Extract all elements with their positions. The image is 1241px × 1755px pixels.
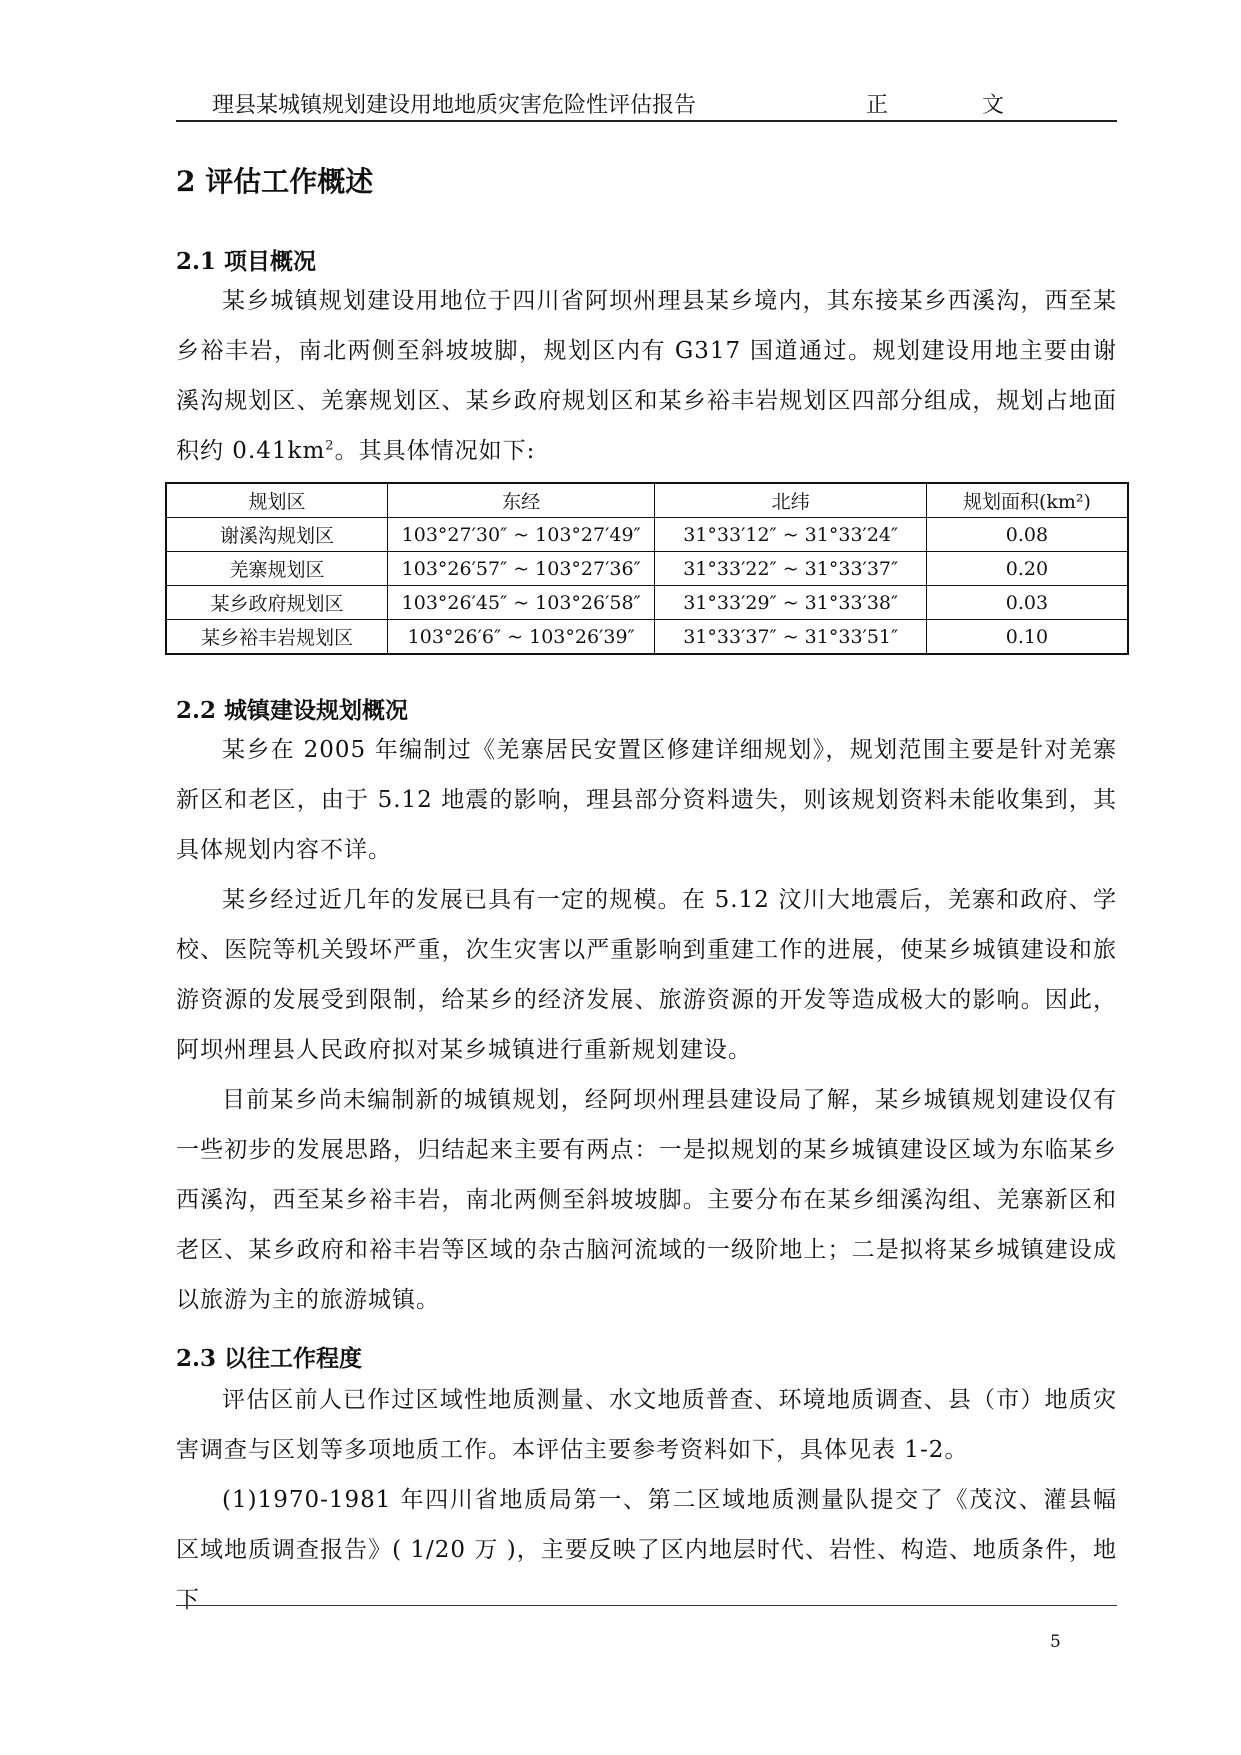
table-cell: 31°33′37″ ~ 31°33′51″ <box>655 620 926 655</box>
table-header-cell: 规划区 <box>166 483 387 518</box>
section-2-1-title: 2.1 项目概况 <box>176 248 317 275</box>
table-cell: 羌寨规划区 <box>166 552 387 586</box>
header-section-b: 文 <box>982 93 1005 118</box>
table-header-cell: 东经 <box>387 483 655 518</box>
table-cell: 103°26′45″ ~ 103°26′58″ <box>387 586 655 620</box>
section-2-2-title: 2.2 城镇建设规划概况 <box>176 697 409 724</box>
section-2-2-paragraph-2: 某乡经过近几年的发展已具有一定的规模。在 5.12 汶川大地震后，羌寨和政府、学校、医院等机关毁坏严重，次生灾害以严重影响到重建工作的进展，使某乡城镇建设和旅游资源的发展受到限制，给某乡的经济发展、旅游资源的开发等造成极大的影响。因此，阿坝州理县人民政府拟对某乡城镇进行重新规划建设。 <box>176 887 1117 1063</box>
table-header-cell: 北纬 <box>655 483 926 518</box>
section-2-2-paragraph-1: 某乡在 2005 年编制过《羌寨居民安置区修建详细规划》，规划范围主要是针对羌寨新区和老区，由于 5.12 地震的影响，理县部分资料遗失，则该规划资料未能收集到，其具体规划内容不详。 <box>176 737 1117 863</box>
section-2-3-paragraph-1: 评估区前人已作过区域性地质测量、水文地质普查、环境地质调查、县（市）地质灾害调查与区划等多项地质工作。本评估主要参考资料如下，具体见表 1-2。 <box>176 1387 1117 1463</box>
table-cell: 103°26′57″ ~ 103°27′36″ <box>387 552 655 586</box>
section-2-1-tail: 。其具体情况如下: <box>334 438 536 464</box>
footer-divider <box>176 1605 1117 1606</box>
table-cell: 谢溪沟规划区 <box>166 518 387 552</box>
header-section-a: 正 <box>866 93 889 118</box>
header-title: 理县某城镇规划建设用地地质灾害危险性评估报告 <box>212 93 697 118</box>
superscript: 2 <box>325 438 335 454</box>
table-cell: 31°33′12″ ~ 31°33′24″ <box>655 518 926 552</box>
section-2-3-title: 2.3 以往工作程度 <box>176 1345 363 1372</box>
table-cell: 103°26′6″ ~ 103°26′39″ <box>387 620 655 655</box>
planning-area-table <box>165 482 1129 655</box>
table-header-row <box>166 483 1128 518</box>
section-2-1-paragraph <box>176 276 1117 476</box>
table-cell: 31°33′29″ ~ 31°33′38″ <box>655 586 926 620</box>
chapter-title: 2 评估工作概述 <box>176 165 374 198</box>
table-cell: 31°33′22″ ~ 31°33′37″ <box>655 552 926 586</box>
table-cell: 0.20 <box>926 552 1128 586</box>
page-number: 5 <box>1050 1632 1061 1652</box>
table-row <box>166 586 1128 620</box>
table-cell: 某乡裕丰岩规划区 <box>166 620 387 655</box>
section-2-1-text: 某乡城镇规划建设用地位于四川省阿坝州理县某乡境内，其东接某乡西溪沟，西至某乡裕丰岩，南北两侧至斜坡坡脚，规划区内有 G317 国道通过。规划建设用地主要由谢溪沟规划区、羌寨规划区、某乡政府规划区和某乡裕丰岩规划区四部分组成，规划占地面积约 0.41km <box>176 288 1117 464</box>
table-row <box>166 552 1128 586</box>
table-cell: 103°27′30″ ~ 103°27′49″ <box>387 518 655 552</box>
section-2-2-paragraph-3: 目前某乡尚未编制新的城镇规划，经阿坝州理县建设局了解，某乡城镇规划建设仅有一些初步的发展思路，归结起来主要有两点：一是拟规划的某乡城镇建设区域为东临某乡西溪沟，西至某乡裕丰岩，南北两侧至斜坡坡脚。主要分布在某乡细溪沟组、羌寨新区和老区、某乡政府和裕丰岩等区域的杂古脑河流域的一级阶地上；二是拟将某乡城镇建设成以旅游为主的旅游城镇。 <box>176 1087 1117 1313</box>
header-section <box>866 88 1004 119</box>
table-header-cell: 规划面积(km²) <box>926 483 1128 518</box>
table-row <box>166 620 1128 655</box>
page-header <box>176 88 1117 122</box>
table-row <box>166 518 1128 552</box>
table-cell: 0.03 <box>926 586 1128 620</box>
section-2-3-paragraph-2: (1)1970-1981 年四川省地质局第一、第二区域地质测量队提交了《茂汶、灌县幅区域地质调查报告》( 1/20 万 )，主要反映了区内地层时代、岩性、构造、地质条件，地下 <box>176 1487 1117 1613</box>
table-cell: 某乡政府规划区 <box>166 586 387 620</box>
table-cell: 0.10 <box>926 620 1128 655</box>
table-cell: 0.08 <box>926 518 1128 552</box>
